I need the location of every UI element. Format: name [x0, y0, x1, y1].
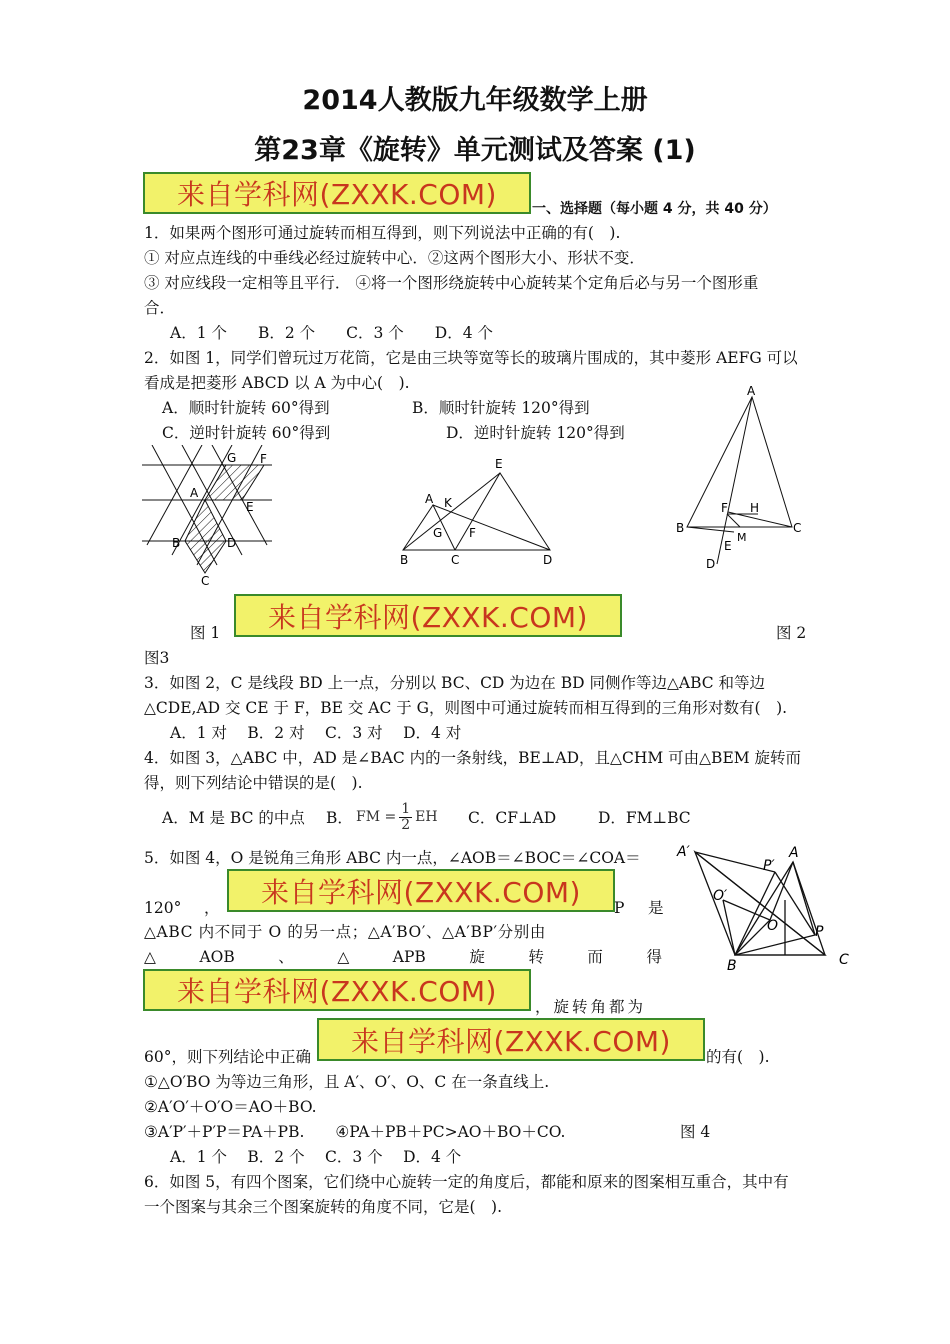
q5-line6a: 60°，则下列结论中正确	[144, 1048, 311, 1066]
formula-fraction	[399, 802, 412, 833]
fig4-label-o: O	[767, 918, 779, 934]
q5-line1: 5．如图 4，O 是锐角三角形 ABC 内一点，∠AOB＝∠BOC＝∠COA＝	[144, 849, 641, 867]
fraction-denominator: 2	[401, 816, 411, 833]
fig3-label-f: F	[721, 501, 728, 515]
formula-rhs: EH	[415, 809, 438, 825]
watermark-banner: 来自学科网(ZXXK.COM)	[143, 172, 531, 214]
q4-option-c: C．CF⊥AD	[468, 809, 557, 827]
fig4-label-o-prime: O′	[713, 888, 728, 904]
fraction-numerator: 1	[401, 800, 411, 817]
fig2-label-c: C	[451, 553, 460, 567]
figure-2-triangles	[395, 455, 560, 570]
q5-options: A．1 个 B．2 个 C．3 个 D．4 个	[170, 1148, 462, 1166]
q5-line2b: ，	[204, 899, 220, 917]
fig2-label-f: F	[469, 526, 476, 540]
fig2-label-e: E	[495, 457, 503, 471]
q5-line4-w3: △	[337, 948, 350, 966]
fig2-label-g: G	[433, 526, 443, 540]
q6-line1: 6．如图 5，有四个图案，它们绕中心旋转一定的角度后，都能和原来的图案相互重合，其中有	[144, 1173, 789, 1191]
section-heading: 一、选择题（每小题 4 分，共 40 分）	[532, 201, 777, 217]
watermark-banner-3: 来自学科网(ZXXK.COM)	[227, 869, 615, 912]
q4-option-b-label: B．	[326, 809, 353, 827]
q5-line4-w0: △	[144, 948, 156, 966]
fig4-label-p-prime: P′	[763, 858, 775, 874]
q5-line2c: P	[614, 899, 625, 917]
fig4-label-p: P	[815, 924, 824, 940]
caption-fig1: 图 1	[190, 624, 221, 642]
q5-line4-w8: 得	[646, 948, 662, 966]
fig1-label-a: A	[190, 486, 199, 500]
figure-4-rotation	[675, 840, 855, 975]
q5-line4-w7: 而	[587, 948, 603, 966]
fig2-label-k: K	[444, 496, 452, 510]
watermark-banner-5: 来自学科网(ZXXK.COM)	[317, 1018, 705, 1061]
fig1-label-d: D	[227, 536, 237, 550]
q4-line1: 4．如图 3，△ABC 中，AD 是∠BAC 内的一条射线，BE⊥AD，且△CHM 可由△BEM 旋转而	[144, 749, 802, 767]
figure-1-kaleidoscope	[142, 445, 274, 587]
q5-line4-w5: 旋	[469, 948, 485, 966]
q5-statement-2: ②A′O′＋O′O＝AO＋BO.	[144, 1098, 317, 1116]
q5-statement-3: ③A′P′＋P′P＝PA＋PB. ④PA＋PB＋PC>AO＋BO＋CO.	[144, 1123, 566, 1141]
q5-line3: △ABC 内不同于 O 的另一点；△A′BO′、△A′BP′分别由	[144, 923, 546, 941]
fig1-label-g: G	[227, 451, 237, 465]
caption-fig2: 图 2	[776, 624, 807, 642]
q5-line6b: 的有( ).	[706, 1048, 770, 1066]
q3-options: A．1 对 B．2 对 C．3 对 D．4 对	[170, 724, 462, 742]
fig4-label-a-prime: A′	[677, 844, 690, 860]
fig3-label-d: D	[706, 557, 716, 571]
q5-line5: ，旋转角都为	[535, 998, 647, 1016]
q3-line2: △CDE,AD 交 CE 于 F，BE 交 AC 于 G，则图中可通过旋转而相互得到的三角形对数有( ).	[144, 699, 788, 717]
q5-line4	[144, 945, 662, 969]
fig4-label-c: C	[839, 952, 849, 968]
watermark-banner-4: 来自学科网(ZXXK.COM)	[143, 969, 531, 1011]
figure-3-triangle	[672, 382, 807, 572]
fig1-label-f: F	[260, 452, 267, 466]
q6-line2: 一个图案与其余三个图案旋转的角度不同，它是( ).	[144, 1198, 503, 1216]
q2-line1: 2．如图 1，同学们曾玩过万花筒，它是由三块等宽等长的玻璃片围成的，其中菱形 AEFG 可以	[144, 349, 798, 367]
formula-lhs: FM =	[356, 809, 397, 825]
q5-line4-w2: 、	[278, 948, 294, 966]
q1-line4: 合．	[144, 299, 176, 317]
q5-line4-w6: 转	[528, 948, 544, 966]
q5-line4-w4: APB	[392, 948, 426, 966]
q4-option-d: D．FM⊥BC	[598, 809, 691, 827]
doc-subtitle: 第23章《旋转》单元测试及答案 (1)	[254, 135, 696, 166]
fig3-label-m: M	[737, 531, 747, 544]
fig3-label-e: E	[724, 539, 732, 553]
q2-option-d: D．逆时针旋转 120°得到	[446, 424, 625, 442]
fig1-label-c: C	[201, 574, 210, 587]
doc-title: 2014人教版九年级数学上册	[302, 85, 648, 116]
q1-line2: ① 对应点连线的中垂线必经过旋转中心．②这两个图形大小、形状不变．	[144, 249, 645, 267]
q1-options: A．1 个 B．2 个 C．3 个 D．4 个	[170, 324, 494, 342]
q2-line2: 看成是把菱形 ABCD 以 A 为中心( ).	[144, 374, 410, 392]
fig2-label-d: D	[543, 553, 553, 567]
fig2-label-b: B	[400, 553, 409, 567]
caption-fig3: 图3	[144, 649, 170, 667]
fig1-label-b: B	[172, 536, 181, 550]
fig3-label-c: C	[793, 521, 802, 535]
q3-line1: 3．如图 2，C 是线段 BD 上一点，分别以 BC、CD 为边在 BD 同侧作等边△ABC 和等边	[144, 674, 766, 692]
fig3-label-a: A	[747, 384, 756, 398]
watermark-banner-2: 来自学科网(ZXXK.COM)	[234, 594, 622, 637]
q2-option-c: C．逆时针旋转 60°得到	[162, 424, 331, 442]
fig4-label-a: A	[789, 845, 799, 861]
q5-line4-w1: AOB	[199, 948, 235, 966]
fig3-label-b: B	[676, 521, 685, 535]
q5-line2a: 120°	[144, 899, 182, 917]
fig2-label-a: A	[425, 492, 434, 506]
fig4-label-b: B	[727, 958, 737, 974]
q2-option-b: B．顺时针旋转 120°得到	[412, 399, 590, 417]
q1-stem: 1．如果两个图形可通过旋转而相互得到，则下列说法中正确的有( ).	[144, 224, 621, 242]
q5-statement-1: ①△O′BO 为等边三角形，且 A′、O′、O、C 在一条直线上.	[144, 1073, 550, 1091]
q5-line2d: 是	[648, 899, 664, 917]
q4-option-b-formula	[356, 797, 438, 837]
q4-line2: 得，则下列结论中错误的是( ).	[144, 774, 363, 792]
fig1-label-e: E	[246, 500, 254, 514]
q1-line3: ③ 对应线段一定相等且平行． ④将一个图形绕旋转中心旋转某个定角后必与另一个图形重	[144, 274, 759, 292]
caption-fig4: 图 4	[680, 1123, 711, 1141]
q4-option-a: A．M 是 BC 的中点	[162, 809, 305, 827]
fig3-label-h: H	[750, 501, 760, 515]
q2-option-a: A．顺时针旋转 60°得到	[162, 399, 330, 417]
